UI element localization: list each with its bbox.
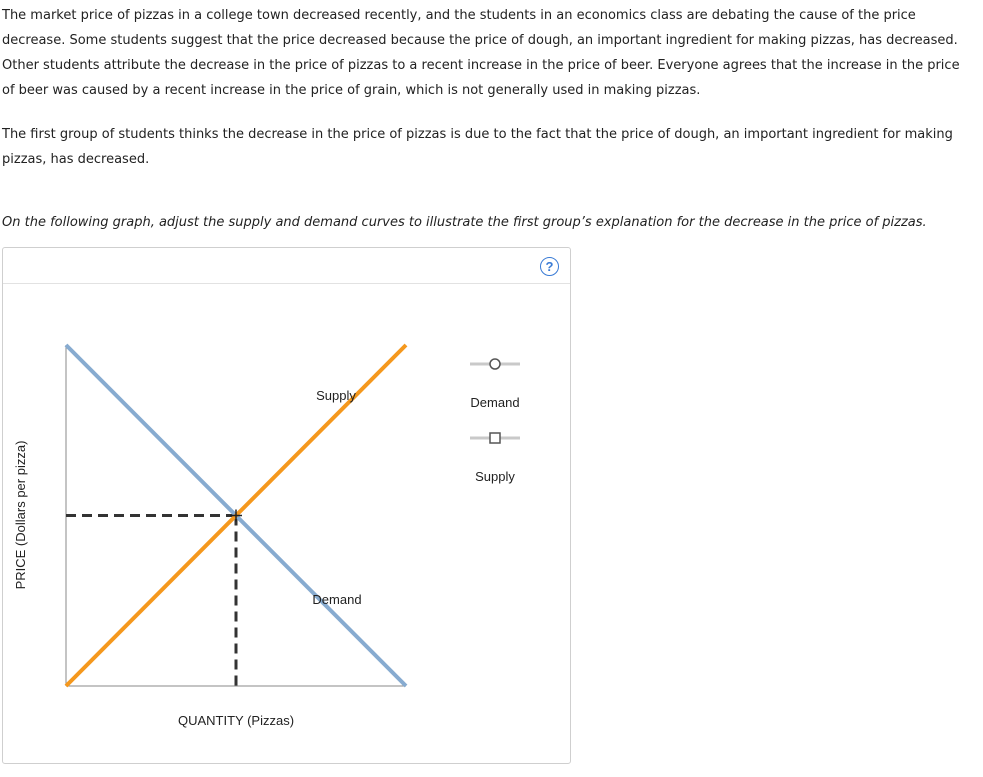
- palette-supply-label: Supply: [475, 469, 515, 484]
- palette-demand[interactable]: [470, 359, 520, 410]
- question-paragraph-1: The market price of pizzas in a college town decreased recently, and the students in an economics class are debating the cause of the price decrease. Some students suggest that the price decreased because the price of dough, an important ingredient for making pizzas, has decreased. Other students attribute the decrease in the price of pizzas to a recent increase in the price of beer. Everyone agrees that the increase in the price of beer was caused by a recent increase in the price of grain, which is not generally used in making pizzas.: [2, 8, 960, 98]
- x-axis-label: QUANTITY (Pizzas): [177, 713, 295, 728]
- supply-tool-square-icon[interactable]: [490, 433, 500, 443]
- demand-curve-label: Demand: [312, 592, 362, 607]
- palette-demand-label: Demand: [470, 395, 520, 410]
- graph-instruction: On the following graph, adjust the supply and demand curves to illustrate the first group’s explanation for the decrease in the price of pizzas.: [2, 215, 927, 230]
- question-paragraph-2: The first group of students thinks the decrease in the price of pizzas is due to the fact that the price of dough, an important ingredient for making pizzas, has decreased.: [2, 127, 953, 167]
- demand-tool-circle-icon[interactable]: [490, 359, 500, 369]
- supply-curve-label: Supply: [316, 388, 356, 403]
- help-icon[interactable]: ?: [540, 257, 559, 276]
- palette-supply[interactable]: [470, 433, 520, 484]
- y-axis-label: PRICE (Dollars per pizza): [13, 440, 28, 590]
